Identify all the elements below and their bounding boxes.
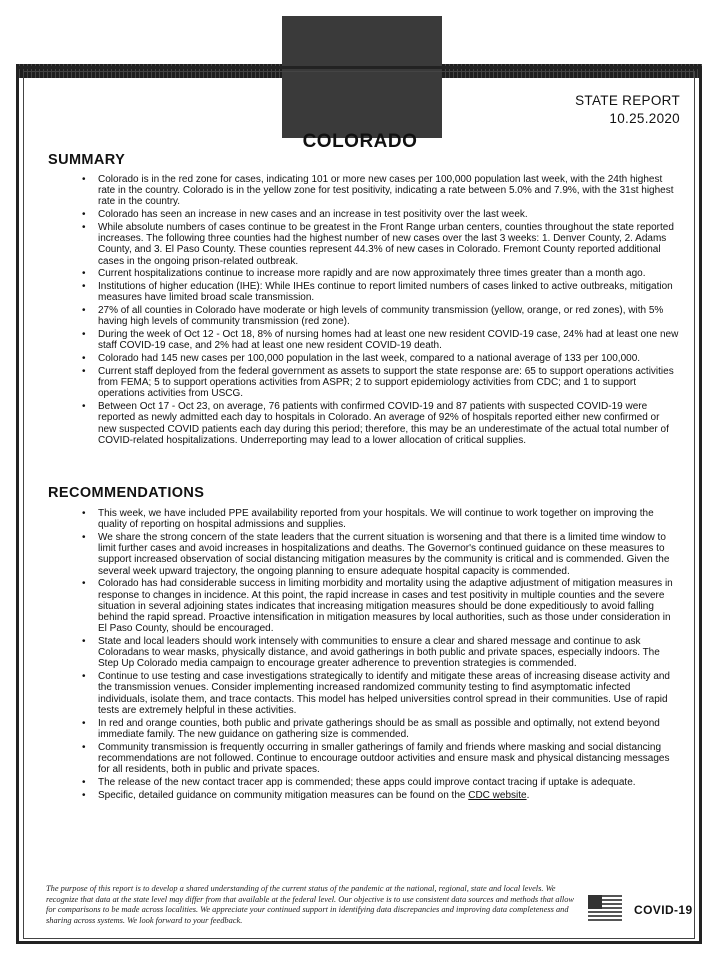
list-item-text: Specific, detailed guidance on community mitigation measures can be found on the — [98, 789, 469, 801]
summary-list — [60, 174, 680, 448]
list-item — [60, 718, 680, 740]
list-item — [60, 671, 680, 716]
list-item-text: Colorado is in the red zone for cases, indicating 101 or more new cases per 100,000 population last week, with the 24th highest rate in the country. Colorado is in the yellow zone for test positivity, indicating a rate between 5.0% and 7.9%, with the 31st highest rate in the country. — [98, 174, 674, 208]
list-item — [60, 353, 680, 364]
list-item-text: The release of the new contact tracer app is commended; these apps could improve contact tracing if uptake is adequate. — [98, 776, 636, 788]
bullet-icon: • — [82, 401, 86, 413]
bullet-icon: • — [82, 508, 86, 519]
list-item-suffix: . — [526, 789, 530, 801]
bullet-icon: • — [82, 209, 86, 221]
list-item — [60, 268, 680, 279]
bullet-icon: • — [82, 329, 86, 341]
bullet-icon: • — [82, 741, 86, 753]
bullet-icon: • — [82, 281, 86, 293]
footer-disclaimer: The purpose of this report is to develop a shared understanding of the current status of the pandemic at the national, regional, state and local levels. We recognize that data at the state level may differ from that available at the federal level. Our objective is to use consistent data sources and methods that allow for comparisons to be made across localities. We appreciate your continued support in identifying data discrepancies and improving data completeness and sharing across systems. We look forward to your feedback. — [46, 884, 574, 925]
list-item — [60, 366, 680, 400]
list-item — [60, 790, 680, 801]
list-item — [60, 532, 680, 577]
list-item-text: Colorado had 145 new cases per 100,000 population in the last week, compared to a national average of 133 per 100,000. — [98, 353, 641, 365]
list-item — [60, 578, 680, 634]
list-item — [60, 508, 680, 530]
list-item-text: State and local leaders should work intensely with communities to ensure a clear and shared message and continue to ask Coloradans to wear masks, physically distance, and avoid gatherings in both public and private spaces, especially indoors. The Step Up Colorado media campaign to encourage greater adherence to prevention strategies is commended. — [98, 636, 660, 670]
bullet-icon: • — [82, 789, 86, 801]
bullet-icon: • — [82, 671, 86, 683]
us-flag-icon — [588, 895, 622, 921]
list-item-text: Colorado has seen an increase in new cases and an increase in test positivity over the last week. — [98, 209, 528, 221]
bullet-icon: • — [82, 776, 86, 788]
bullet-icon: • — [82, 222, 86, 233]
list-item-text: In red and orange counties, both public and private gatherings should be as small as possible and optimally, not extend beyond immediate family. The new guidance on gathering size is commended. — [98, 717, 660, 740]
list-item — [60, 209, 680, 220]
list-item-text: 27% of all counties in Colorado have moderate or high levels of community transmission (yellow, orange, or red zones), with 5% having high levels of community transmission (red zone). — [98, 305, 664, 328]
list-item-text: Colorado has had considerable success in limiting morbidity and mortality using the adaptive adjustment of mitigation measures in response to changes in incidence. At this point, the rapid increase in cases and test positivity in multiple counties and the severe situation in several adjoining states indicates that increasing mitigation measures should be done expeditiously to avoid falling behind the rapid spread. Proactive intensification in mitigation measures by local authorities, such as those under consideration in El Paso County, should be encouraged. — [98, 578, 673, 635]
list-item-text: Between Oct 17 - Oct 23, on average, 76 patients with confirmed COVID-19 and 87 patients with suspected COVID-19 were reported as newly admitted each day to hospitals in Colorado. An average of 92% of hospitals reported either new confirmed or new suspected COVID patients each day during this period; therefore, this may be an underestimate of the actual total number of COVID-related hospitalizations. Underreporting may lead to a lower allocation of critical supplies. — [98, 401, 669, 446]
list-item — [60, 742, 680, 776]
bullet-icon: • — [82, 532, 86, 543]
list-item-text: We share the strong concern of the state leaders that the current situation is worsening and that there is a limited time window to limit further cases and avoid increases in hospitalizations and deaths. The Governor's continued guidance on these measures to support increased observation of social distancing mitigation measures by the community is critical and is commended. Given the several week upward trajectory, the ongoing planning to ensure adequate hospital capacity is commended. — [98, 532, 670, 577]
report-date: 10.25.2020 — [609, 111, 680, 126]
summary-heading: SUMMARY — [48, 152, 126, 168]
list-item — [60, 636, 680, 670]
list-item — [60, 222, 680, 267]
list-item — [60, 174, 680, 208]
list-item-text: Continue to use testing and case investigations strategically to identify and mitigate these areas of increasing disease activity and the transmission venues. Consider implementing increased randomized community testing to find asymptomatic infected individuals, isolate them, and trace contacts. This model has helped universities control spread in their communities. Use of rapid tests are extremely helpful in these activities. — [98, 671, 670, 716]
list-item-text: This week, we have included PPE availability reported from your hospitals. We will continue to work together on improving the quality of reporting on hospital admissions and supplies. — [98, 508, 654, 531]
recommendations-heading: RECOMMENDATIONS — [48, 485, 205, 501]
list-item-text: During the week of Oct 12 - Oct 18, 8% of nursing homes had at least one new resident COVID-19 case, 24% had at least one new staff COVID-19 case, and 2% had at least one new resident COVID-19 death. — [98, 329, 679, 352]
list-item — [60, 777, 680, 788]
recommendations-list — [60, 508, 680, 802]
bullet-icon: • — [82, 174, 86, 185]
list-item — [60, 329, 680, 351]
bullet-icon: • — [82, 353, 86, 365]
bullet-icon: • — [82, 636, 86, 648]
covid-badge: COVID-19 — [634, 903, 693, 917]
list-item-text: Current hospitalizations continue to increase more rapidly and are now approximately three times greater than a month ago. — [98, 268, 646, 280]
state-title: COLORADO — [302, 131, 418, 152]
list-item — [60, 281, 680, 303]
list-item-text: Community transmission is frequently occurring in smaller gatherings of family and friends where masking and social distancing recommendations are not followed. Continue to encourage outdoor activities and ensure mask and physical distancing messages for all residents, both in public and private spaces. — [98, 741, 670, 776]
list-item-text: Institutions of higher education (IHE): While IHEs continue to report limited numbers of cases linked to active outbreaks, mitigation measures have limited broad scale transmission. — [98, 281, 673, 304]
cdc-website-link[interactable]: CDC website — [468, 789, 527, 801]
report-meta — [575, 92, 680, 128]
report-type: STATE REPORT — [575, 93, 680, 108]
bullet-icon: • — [82, 305, 86, 317]
bullet-icon: • — [82, 268, 86, 280]
list-item — [60, 305, 680, 327]
bullet-icon: • — [82, 717, 86, 729]
bullet-icon: • — [82, 578, 86, 590]
list-item — [60, 401, 680, 446]
list-item-text: While absolute numbers of cases continue to be greatest in the Front Range urban centers, counties throughout the state reported increases. The following three counties had the highest number of new cases over the last 3 weeks: 1. Denver County, 2. Adams County, and 3. El Paso County. These counties represent 44.3% of new cases in Colorado. Fremont County reported additional cases in the ongoing prison-related outbreak. — [98, 222, 674, 267]
list-item-text: Current staff deployed from the federal government as assets to support the state response are: 65 to support operations activities from FEMA; 5 to support operations activities from ASPR; 2 to support epidemiology activities from CDC; and 1 to support operations activities from USCG. — [98, 366, 674, 400]
bullet-icon: • — [82, 366, 86, 377]
